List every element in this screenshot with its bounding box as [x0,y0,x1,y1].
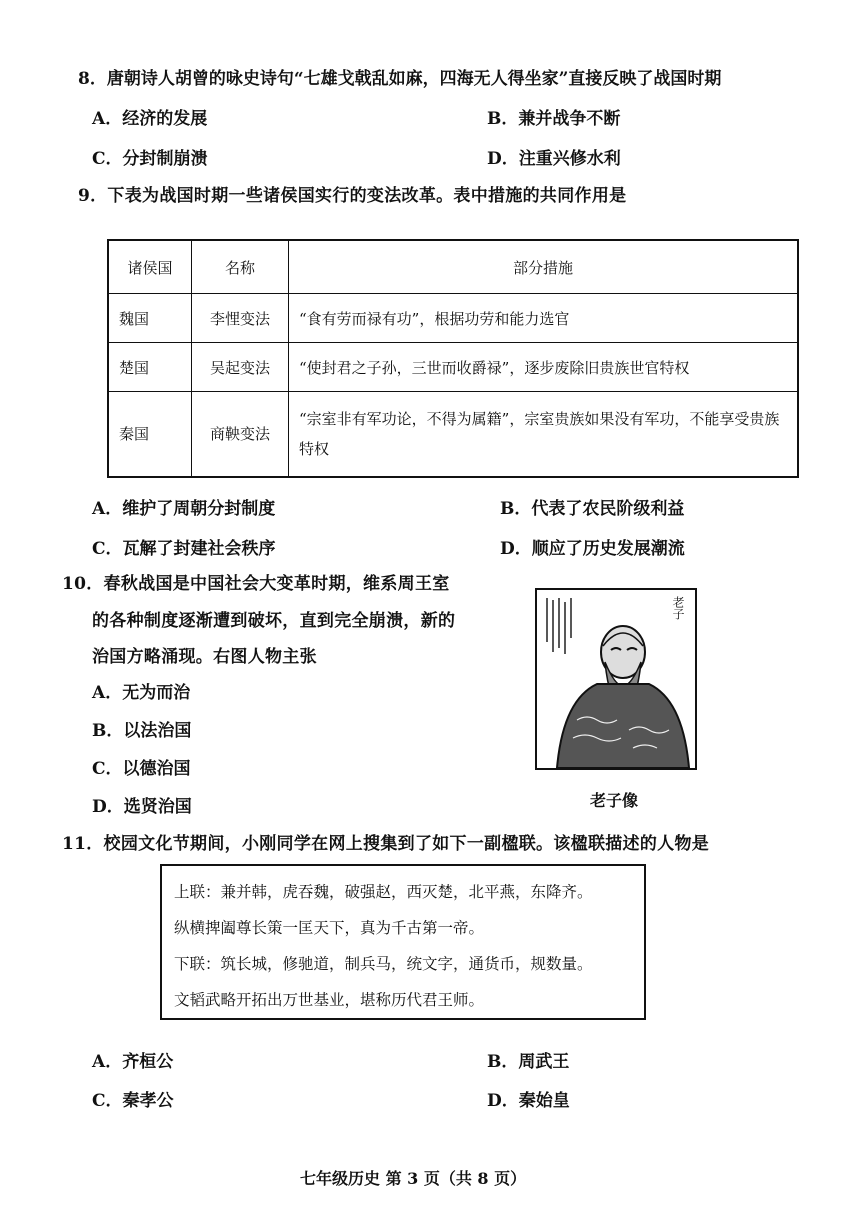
table-cell: “使封君之子孙，三世而收爵禄”，逐步废除旧贵族世官特权 [289,343,799,392]
reform-table [107,239,799,478]
question-10-stem-line-3: 治国方略涌现。右图人物主张 [92,647,317,667]
table-cell: “食有劳而禄有功”，根据功劳和能力选官 [289,294,799,343]
table-cell: 秦国 [108,392,192,478]
table-row [108,294,798,343]
portrait-seal-label: 老子 [671,596,685,620]
table-header: 部分措施 [289,240,799,294]
q10-option-d[interactable]: D．选贤治国 [92,797,192,817]
question-10-stem-line-1: 10．春秋战国是中国社会大变革时期，维系周王室 [62,574,450,594]
q8-option-a[interactable]: A．经济的发展 [92,109,208,129]
q9-option-d[interactable]: D．顺应了历史发展潮流 [500,539,685,559]
table-cell: 吴起变法 [192,343,289,392]
couplet-upper-line-2: 纵横捭阖尊长策一匡天下，真为千古第一帝。 [174,919,485,937]
question-9-stem: 9．下表为战国时期一些诸侯国实行的变法改革。表中措施的共同作用是 [78,186,627,206]
page-footer: 七年级历史 第 3 页（共 8 页） [300,1169,527,1188]
table-cell: 李悝变法 [192,294,289,343]
table-row [108,343,798,392]
q11-option-b[interactable]: B．周武王 [487,1052,570,1072]
q10-option-a[interactable]: A．无为而治 [92,683,191,703]
couplet-lower-line-2: 文韬武略开拓出万世基业，堪称历代君王师。 [174,991,485,1009]
table-header: 名称 [192,240,289,294]
question-11-stem: 11．校园文化节期间，小刚同学在网上搜集到了如下一副楹联。该楹联描述的人物是 [62,834,710,854]
table-row [108,392,798,478]
q9-option-b[interactable]: B．代表了农民阶级利益 [500,499,685,519]
q11-option-a[interactable]: A．齐桓公 [92,1052,174,1072]
q9-option-c[interactable]: C．瓦解了封建社会秩序 [92,539,276,559]
couplet-box [160,864,646,1020]
question-8-stem: 8．唐朝诗人胡曾的咏史诗句“七雄戈戟乱如麻，四海无人得坐家”直接反映了战国时期 [78,69,722,89]
q10-option-c[interactable]: C．以德治国 [92,759,191,779]
table-cell: 楚国 [108,343,192,392]
couplet-upper-line: 上联：兼并韩，虎吞魏，破强赵，西灭楚，北平燕，东降齐。 [174,883,593,901]
table-cell: 魏国 [108,294,192,343]
laozi-portrait [535,588,697,770]
table-header: 诸侯国 [108,240,192,294]
couplet-lower-line: 下联：筑长城，修驰道，制兵马，统文字，通货币，规数量。 [174,955,593,973]
table-header-row [108,240,798,294]
table-cell: “宗室非有军功论，不得为属籍”，宗室贵族如果没有军功，不能享受贵族特权 [289,392,799,478]
q9-option-a[interactable]: A．维护了周朝分封制度 [92,499,276,519]
portrait-caption: 老子像 [590,791,639,810]
q8-option-b[interactable]: B．兼并战争不断 [487,109,621,129]
q11-option-c[interactable]: C．秦孝公 [92,1091,174,1111]
q11-option-d[interactable]: D．秦始皇 [487,1091,570,1111]
table-cell: 商鞅变法 [192,392,289,478]
q10-option-b[interactable]: B．以法治国 [92,721,192,741]
q8-option-d[interactable]: D．注重兴修水利 [487,149,621,169]
question-10-stem-line-2: 的各种制度逐渐遭到破坏，直到完全崩溃，新的 [92,611,456,631]
q8-option-c[interactable]: C．分封制崩溃 [92,149,208,169]
